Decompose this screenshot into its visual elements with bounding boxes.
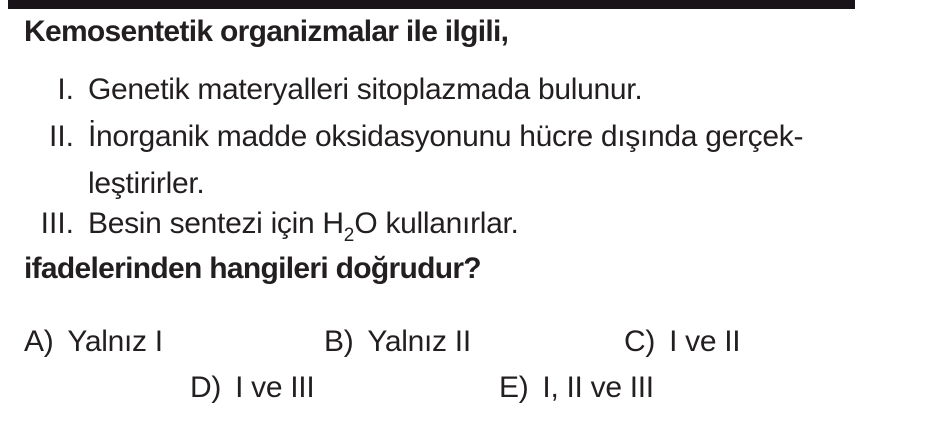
- option-d-letter: D): [190, 371, 222, 404]
- item-text-3-pre: Besin sentezi için H: [88, 207, 344, 240]
- item-numeral-1: I.: [57, 73, 74, 106]
- option-e-label: I, II ve III: [542, 371, 654, 404]
- option-b-letter: B): [324, 325, 354, 358]
- item-text-2-line-1: İnorganik madde oksidasyonunu hücre dışında gerçek-: [88, 120, 804, 153]
- option-a[interactable]: [24, 325, 163, 359]
- option-c-letter: C): [624, 325, 656, 358]
- item-numeral-3: III.: [40, 207, 74, 240]
- h2o-subscript: 2: [343, 225, 355, 246]
- option-a-letter: A): [24, 325, 54, 358]
- option-c-label: I ve II: [669, 325, 741, 358]
- option-c[interactable]: [624, 325, 740, 359]
- option-d-label: I ve III: [235, 371, 315, 404]
- option-b[interactable]: [324, 325, 471, 359]
- option-b-label: Yalnız II: [367, 325, 471, 358]
- option-e-letter: E): [499, 371, 529, 404]
- option-a-label: Yalnız I: [67, 325, 163, 358]
- item-numeral-2: II.: [48, 120, 74, 153]
- question-closing: ifadelerinden hangileri doğrudur?: [24, 252, 481, 285]
- top-rule: [8, 0, 855, 9]
- question-stem: Kemosentetik organizmalar ile ilgili,: [24, 15, 509, 48]
- option-e[interactable]: [499, 371, 654, 405]
- option-d[interactable]: [190, 371, 314, 405]
- item-text-3: [88, 207, 519, 245]
- item-text-1: Genetik materyalleri sitoplazmada bulunur.: [88, 73, 643, 106]
- item-text-3-post: O kullanırlar.: [354, 207, 519, 240]
- item-text-2-line-2: leştirirler.: [88, 167, 205, 200]
